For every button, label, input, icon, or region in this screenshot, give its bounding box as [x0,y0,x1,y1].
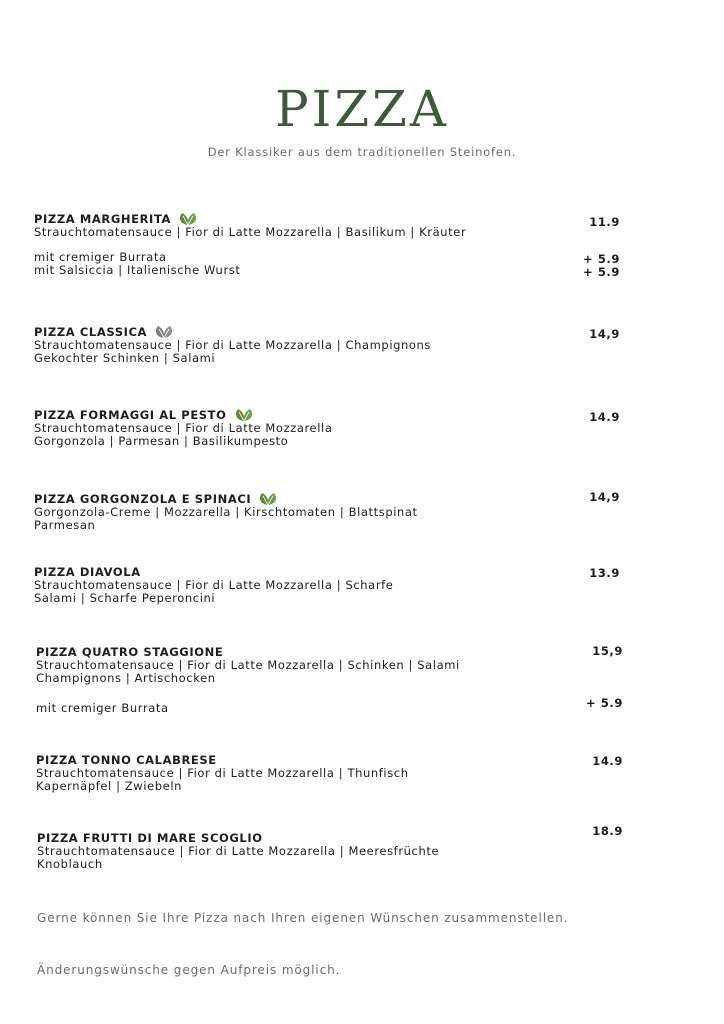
item-description: Gekochter Schinken | Salami [34,351,216,365]
item-extra: mit cremiger Burrata [36,701,169,715]
item-description: Strauchtomatensauce | Fior di Latte Mozzarella | Thunfisch [36,766,409,780]
footer-note-custom: Gerne können Sie Ihre Pizza nach Ihren eigenen Wünschen zusammenstellen. [37,911,569,925]
item-description: Knoblauch [37,857,103,871]
item-price: 15,9 [592,644,623,658]
item-price: 14.9 [592,754,623,768]
menu-item-tonno-calabrese [36,753,636,793]
menu-item-margherita [34,212,634,277]
extra-price: + 5.9 [582,252,620,266]
item-extra: mit cremiger Burrata [34,250,167,264]
item-price: 18.9 [592,824,623,838]
leaf-vegetarian-icon [233,408,255,422]
menu-item-frutti-di-mare-scoglio [37,831,637,871]
menu-item-classica [34,325,634,365]
item-extra: mit Salsiccia | Italienische Wurst [34,263,241,277]
footer-note-changes: Änderungswünsche gegen Aufpreis möglich. [37,963,341,977]
item-description: Parmesan [34,518,96,532]
item-description: Strauchtomatensauce | Fior di Latte Mozzarella [34,421,333,435]
menu-item-quatro-staggione [36,645,636,715]
item-price: 14,9 [589,490,620,504]
item-name: PIZZA GORGONZOLA E SPINACI [34,492,252,506]
menu-item-gorgonzola-e-spinaci [34,492,634,532]
item-name: PIZZA FRUTTI DI MARE SCOGLIO [37,831,263,845]
item-description: Kapernäpfel | Zwiebeln [36,779,183,793]
item-name: PIZZA DIAVOLA [34,565,141,579]
menu-item-formaggi-al-pesto [34,408,634,448]
item-price: 14,9 [589,327,620,341]
item-name: PIZZA FORMAGGI AL PESTO [34,408,227,422]
extra-price: + 5.9 [585,696,623,710]
item-name: PIZZA MARGHERITA [34,212,171,226]
item-name: PIZZA TONNO CALABRESE [36,753,217,767]
item-name: PIZZA CLASSICA [34,325,148,339]
item-price: 14.9 [589,410,620,424]
extra-price: + 5.9 [582,265,620,279]
item-description: Gorgonzola | Parmesan | Basilikumpesto [34,434,289,448]
item-description: Gorgonzola-Creme | Mozzarella | Kirschtomaten | Blattspinat [34,505,418,519]
page-subtitle: Der Klassiker aus dem traditionellen Steinofen. [207,145,517,159]
item-name: PIZZA QUATRO STAGGIONE [36,645,224,659]
item-description: Salami | Scharfe Peperoncini [34,591,216,605]
leaf-vegetarian-icon [257,492,279,506]
item-price: 13.9 [589,566,620,580]
leaf-grey-icon [153,325,175,339]
menu-item-diavola [34,565,634,605]
item-description: Champignons | Artischocken [36,671,216,685]
item-description: Strauchtomatensauce | Fior di Latte Mozzarella | Schinken | Salami [36,658,460,672]
item-description: Strauchtomatensauce | Fior di Latte Mozzarella | Scharfe [34,578,394,592]
leaf-vegetarian-icon [177,212,199,226]
item-price: 11.9 [589,215,620,229]
item-description: Strauchtomatensauce | Fior di Latte Mozzarella | Meeresfrüchte [37,844,440,858]
item-description: Strauchtomatensauce | Fior di Latte Mozzarella | Champignons [34,338,432,352]
page-title: PIZZA [275,80,449,138]
item-description: Strauchtomatensauce | Fior di Latte Mozzarella | Basilikum | Kräuter [34,225,467,239]
